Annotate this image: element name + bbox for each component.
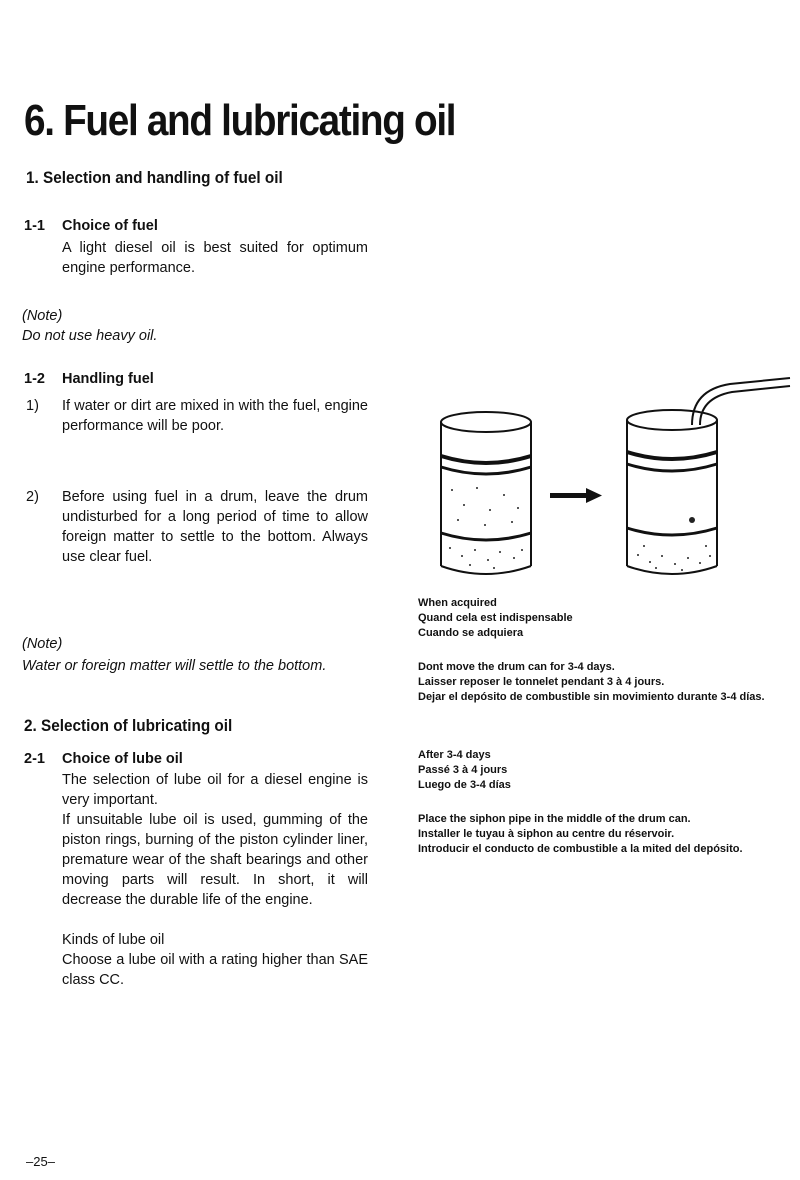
subsection-title: Choice of lube oil: [62, 751, 183, 767]
drum-illustration: [430, 370, 795, 585]
subsection-title: Choice of fuel: [62, 218, 158, 234]
arrow-icon: [550, 488, 602, 503]
subsection-2-1-text-2: If unsuitable lube oil is used, gumming of the piston rings, burning of the piston cylinder liner, premature wear of the shaft bearings and other moving parts will result. In short, it will decrease the durable life of the engine.: [62, 812, 368, 908]
kinds-of-lube-oil-text: Choose a lube oil with a rating higher than SAE class CC.: [62, 952, 368, 988]
subsection-2-1-heading: [24, 751, 183, 767]
subsection-title: Handling fuel: [62, 371, 154, 387]
subsection-number: 1-2: [24, 371, 45, 387]
siphon-pipe: [692, 378, 790, 425]
subsection-1-1-text: A light diesel oil is best suited for optimum engine performance.: [62, 240, 368, 276]
kinds-of-lube-oil-heading: Kinds of lube oil: [62, 932, 165, 948]
list-marker-2: 2): [26, 489, 39, 505]
caption-when-acquired: When acquired Quand cela est indispensable Cuando se adquiera: [418, 597, 573, 639]
drum-after-settling: [627, 410, 717, 574]
caption-siphon-pipe: Place the siphon pipe in the middle of the drum can. Installer le tuyau à siphon au centre du réservoir. Introducir el conducto de combustible a la mited del depósito.: [418, 813, 743, 855]
caption-dont-move: Dont move the drum can for 3-4 days. Laisser reposer le tonnelet pendant 3 à 4 jours. Dejar el depósito de combustible sin movimiento durante 3-4 días.: [418, 661, 765, 703]
note-2-label: (Note): [22, 636, 63, 652]
list-item-2: Before using fuel in a drum, leave the drum undisturbed for a long period of time to allow foreign matter to settle to the bottom. Always use clear fuel.: [62, 489, 368, 565]
list-marker-1: 1): [26, 398, 39, 414]
note-1-text: Do not use heavy oil.: [22, 328, 158, 344]
section-1-heading: 1. Selection and handling of fuel oil: [26, 168, 283, 187]
page-number: –25–: [26, 1154, 55, 1169]
subsection-number: 1-1: [24, 218, 45, 234]
drum-when-acquired: [441, 412, 531, 574]
subsection-1-2-heading: [24, 371, 154, 387]
list-item-1: If water or dirt are mixed in with the fuel, engine performance will be poor.: [62, 398, 368, 434]
caption-after-days: After 3-4 days Passé 3 à 4 jours Luego de 3-4 días: [418, 749, 511, 791]
section-2-heading: 2. Selection of lubricating oil: [24, 716, 233, 735]
sediment-dots: [449, 487, 711, 571]
note-1-label: (Note): [22, 308, 63, 324]
page-title: 6. Fuel and lubricating oil: [24, 96, 456, 145]
subsection-number: 2-1: [24, 751, 45, 767]
subsection-2-1-text-1: The selection of lube oil for a diesel engine is very important.: [62, 772, 368, 808]
note-2-text: Water or foreign matter will settle to the bottom.: [22, 658, 327, 674]
subsection-1-1-heading: [24, 218, 158, 234]
